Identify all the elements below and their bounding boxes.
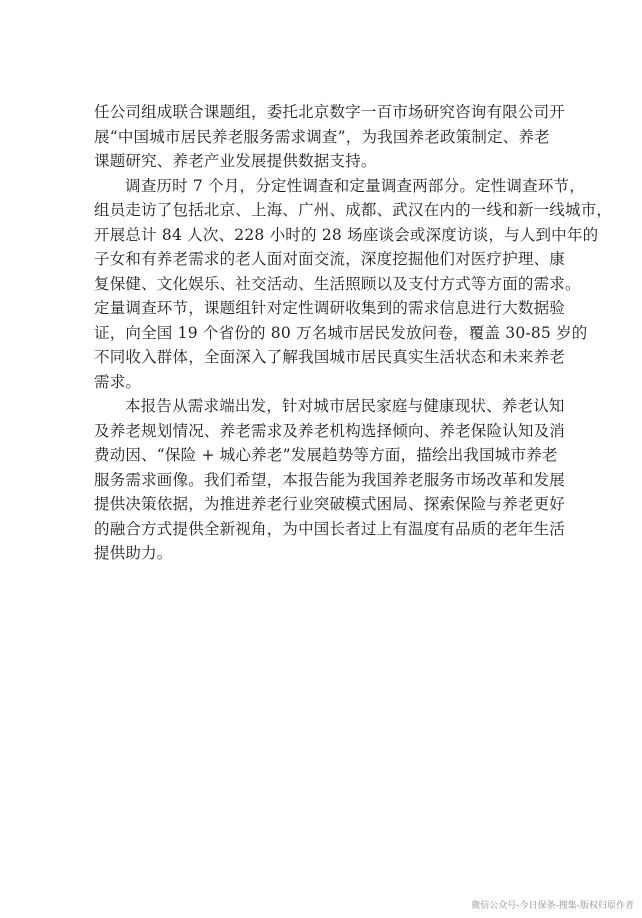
paragraph-3-line-3: 费动因、“保险 + 城心养老”发展趋势等方面，描绘出我国城市养老 (94, 446, 558, 464)
paragraph-3-line-2: 及养老规划情况、养老需求及养老机构选择倾向、养老保险认知及消 (94, 421, 566, 440)
paragraph-2-line-6: 定量调查环节，课题组针对定性调研收集到的需求信息进行大数据验 (94, 299, 566, 317)
paragraph-2-line-9: 需求。 (94, 372, 142, 391)
body-text (94, 100, 613, 566)
paragraph-1-line-2: 展“中国城市居民养老服务需求调查”，为我国养老政策制定、养老 (94, 127, 550, 146)
paragraph-2-line-4: 子女和有养老需求的老人面对面交流，深度挖掘他们对医疗护理、康 (94, 250, 566, 268)
paragraph-3-line-6: 的融合方式提供全新视角，为中国长者过上有温度有品质的老年生活 (94, 519, 566, 538)
paragraph-1-line-3: 课题研究、养老产业发展提供数据支持。 (94, 152, 377, 170)
paragraph-2-line-2: 组员走访了包括北京、上海、广州、成都、武汉在内的一线和新一线城市， (94, 201, 613, 219)
paragraph-3-line-7: 提供助力。 (94, 544, 173, 562)
paragraph-3-line-5: 提供决策依据，为推进养老行业突破模式困局、探索保险与养老更好 (94, 495, 566, 513)
paragraph-2-line-3: 开展总计 84 人次、228 小时的 28 场座谈会或深度访谈，与人到中年的 (94, 225, 599, 244)
paragraph-2-line-8: 不同收入群体，全面深入了解我国城市居民真实生活状态和未来养老 (94, 348, 566, 366)
paragraph-2-line-1: 调查历时 7 个月，分定性调查和定量调查两部分。定性调查环节， (125, 176, 585, 195)
watermark-text: 微信公众号-今日保条-搜集-版权归原作者 (471, 901, 634, 911)
paragraph-3-line-4: 服务需求画像。我们希望，本报告能为我国养老服务市场改革和发展 (94, 470, 566, 489)
paragraph-3-line-1: 本报告从需求端出发，针对城市居民家庭与健康现状、养老认知 (125, 397, 565, 415)
paragraph-1-line-1: 任公司组成联合课题组，委托北京数字一百市场研究咨询有限公司开 (94, 103, 566, 121)
paragraph-2-line-5: 复保健、文化娱乐、社交活动、生活照顾以及支付方式等方面的需求。 (94, 274, 581, 293)
paragraph-2-line-7: 证，向全国 19 个省份的 80 万名城市居民发放问卷，覆盖 30-85 岁的 (94, 323, 588, 342)
